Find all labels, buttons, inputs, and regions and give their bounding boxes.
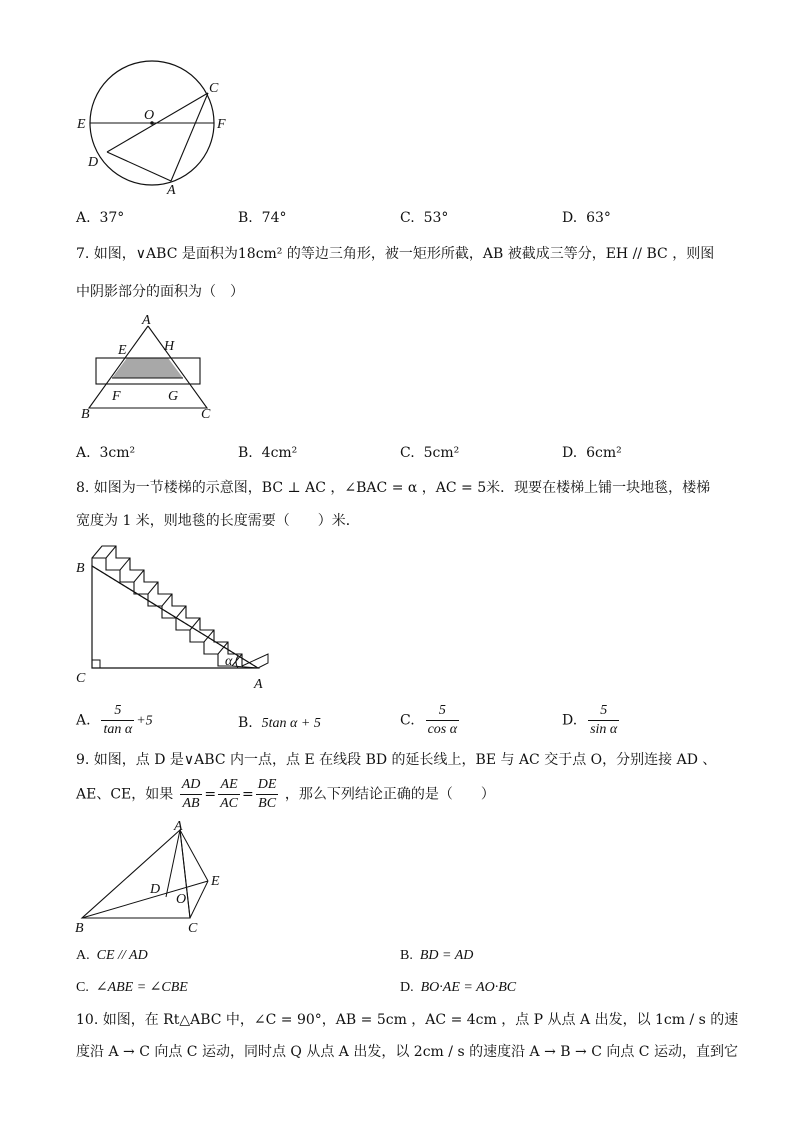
label-o: O xyxy=(176,892,187,907)
q6-option-b[interactable]: B. 74° xyxy=(238,210,287,226)
q8-option-c[interactable]: C. $\frac{5}{\text{cos α}}$ xyxy=(400,703,458,737)
q9-triangle-figure xyxy=(70,818,230,938)
q8-question-line2: 宽度为 1 米，则地毯的长度需要（ ）米． xyxy=(76,513,360,529)
label-g: G xyxy=(168,389,179,404)
q6-option-c[interactable]: C. 53° xyxy=(400,210,449,226)
q8-option-d[interactable]: D. $\frac{5}{\text{sin α}}$ xyxy=(562,703,618,737)
label-b: B xyxy=(75,921,84,936)
label-b: B xyxy=(81,407,90,422)
fraction: $\frac{5}{\text{tan α}}$ xyxy=(103,703,133,737)
label-c: C xyxy=(201,407,211,422)
q9-option-b[interactable]: B. BD = AD xyxy=(400,948,474,963)
label-c: C xyxy=(188,921,198,936)
label-o: O xyxy=(144,108,155,123)
q7-triangle-figure xyxy=(76,310,226,425)
q8-question-line1: 8. 如图为一节楼梯的示意图，BC ⊥ AC ，∠BAC = α ，AC = 5米．现要在楼梯上铺一块地毯，楼梯 xyxy=(76,480,711,496)
label-f: F xyxy=(217,117,226,132)
q9-option-a[interactable]: A. CE // AD xyxy=(76,948,148,963)
label-d: D xyxy=(88,155,99,170)
label-a: A xyxy=(174,819,183,834)
label-f: F xyxy=(112,389,121,404)
q10-question-line1: 10. 如图，在 Rt△ABC 中，∠C = 90°，AB = 5cm ，AC = 4cm ，点 P 从点 A 出发，以 1cm / s 的速 xyxy=(76,1012,739,1028)
q7-option-d[interactable]: D. 6cm² xyxy=(562,445,622,461)
q7-option-a[interactable]: A. 3cm² xyxy=(76,445,136,461)
label-h: H xyxy=(164,339,175,354)
label-e: E xyxy=(211,874,220,889)
q6-option-d[interactable]: D. 63° xyxy=(562,210,611,226)
segment-ce xyxy=(190,881,208,918)
q6-circle-figure xyxy=(70,60,250,200)
label-d: D xyxy=(150,882,161,897)
q9-option-c[interactable]: C. ∠ABE = ∠CBE xyxy=(76,980,188,995)
label-b: B xyxy=(76,561,85,576)
label-a: A xyxy=(254,677,263,690)
chord-da xyxy=(107,152,171,181)
q9-question-line1: 9. 如图，点 D 是∨ABC 内一点，点 E 在线段 BD 的延长线上，BE 与 AC 交于点 O，分别连接 AD 、 xyxy=(76,752,717,768)
q7-option-c[interactable]: C. 5cm² xyxy=(400,445,460,461)
right-angle-mark xyxy=(92,660,100,668)
q10-question-line2: 度沿 A → C 向点 C 运动，同时点 Q 从点 A 出发，以 2cm / s 的速度沿 A → B → C 向点 C 运动，直到它 xyxy=(76,1044,738,1060)
fraction: $\frac{5}{\text{cos α}}$ xyxy=(427,703,458,737)
fraction: $\frac{5}{\text{sin α}}$ xyxy=(590,703,618,737)
q9-option-d[interactable]: D. BO·AE = AO·BC xyxy=(400,980,517,995)
label-c: C xyxy=(76,671,86,686)
label-a: A xyxy=(167,183,176,198)
fraction-de-bc: $\frac{DE}{BC}$ xyxy=(257,777,277,811)
q8-option-a[interactable]: A. $\frac{5}{\text{tan α}}$ +5 xyxy=(76,703,153,737)
q6-option-a[interactable]: A. 37° xyxy=(76,210,125,226)
q7-question-line2: 中阴影部分的面积为（ ） xyxy=(76,284,244,300)
label-e: E xyxy=(77,117,86,132)
triangle-abc xyxy=(82,830,190,918)
stairs-front xyxy=(92,558,232,666)
q7-option-b[interactable]: B. 4cm² xyxy=(238,445,298,461)
fraction-ae-ac: $\frac{AE}{AC}$ xyxy=(220,777,239,811)
label-alpha: α xyxy=(225,654,233,669)
label-a: A xyxy=(142,313,151,328)
label-c: C xyxy=(209,81,219,96)
q8-staircase-figure xyxy=(72,538,282,690)
q9-question-line2: AE、CE，如果 $\frac{AD}{AB}$ = $\frac{AE}{AC}$ = $\frac{DE}{BC}$ ，那么下列结论正确的是（ ） xyxy=(76,777,495,811)
stairs-back xyxy=(92,546,242,666)
q7-question-line1: 7. 如图，∨ABC 是面积为18cm² 的等边三角形，被一矩形所截，AB 被截成三等分，EH // BC ，则图 xyxy=(76,246,715,262)
chord-ac xyxy=(171,93,208,181)
fraction-ad-ab: $\frac{AD}{AB}$ xyxy=(181,777,201,811)
q8-option-b[interactable]: B. 5tan α + 5 xyxy=(238,715,321,731)
label-e: E xyxy=(118,343,127,358)
segment-ae xyxy=(180,830,208,881)
